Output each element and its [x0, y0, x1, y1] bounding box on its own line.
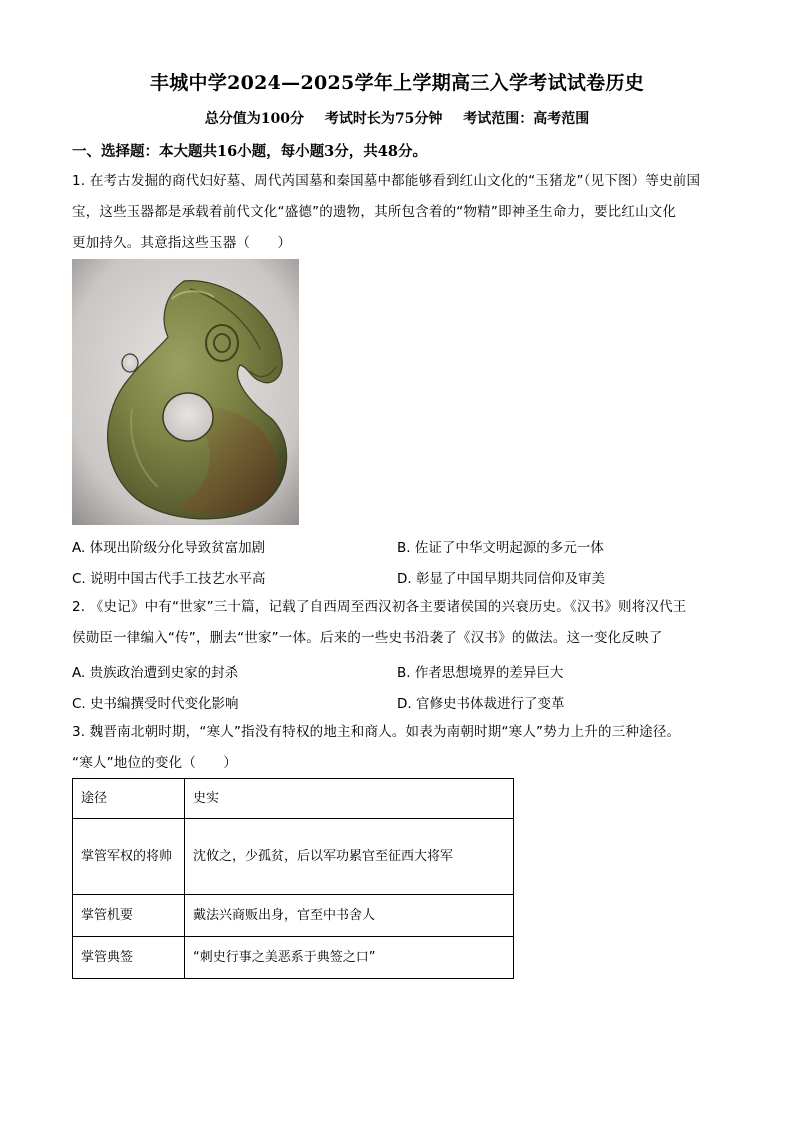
table-cell: “刺史行事之美恶系于典签之口”	[185, 937, 514, 979]
question-2-stem	[72, 592, 726, 654]
exam-title: 丰城中学2024—2025学年上学期高三入学考试试卷历史	[149, 72, 645, 94]
question-3-stem	[72, 717, 726, 779]
table-header-cell: 史实	[185, 779, 514, 819]
question-2-option-c[interactable]: C. 史书编撰受时代变化影响	[72, 696, 239, 712]
table-row	[73, 895, 514, 937]
jade-pig-dragon-image	[72, 259, 299, 525]
table-header-row	[73, 779, 514, 819]
table-row	[73, 937, 514, 979]
question-1-option-d[interactable]: D. 彰显了中国早期共同信仰及审美	[397, 571, 605, 587]
question-1-line: 宝，这些玉器都是承载着前代文化“盛德”的遗物，其所包含着的“物精”即神圣生命力，要比红山文化	[72, 204, 677, 220]
table-cell: 掌管典签	[73, 937, 185, 979]
table-cell: 掌管机要	[73, 895, 185, 937]
question-2-line: 2. 《史记》中有“世家”三十篇，记载了自西周至西汉初各主要诸侯国的兴衰历史。《汉书》则将汉代王	[72, 599, 687, 615]
table-header-cell: 途径	[73, 779, 185, 819]
total-score: 总分值为100分	[204, 111, 304, 127]
question-1-line: 1. 在考古发掘的商代妇好墓、周代芮国墓和秦国墓中都能够看到红山文化的“玉猪龙”（见下图）等史前国	[72, 173, 701, 189]
question-1-line: 更加持久。其意指这些玉器（ ）	[72, 235, 292, 251]
section-heading: 一、选择题：本大题共16小题，每小题3分，共48分。	[72, 143, 427, 160]
question-3-line: 3. 魏晋南北朝时期，“寒人”指没有特权的地主和商人。如表为南朝时期“寒人”势力上升的三种途径。	[72, 724, 681, 740]
question-3-table	[72, 778, 514, 979]
table-cell: 戴法兴商贩出身，官至中书舍人	[185, 895, 514, 937]
question-1-stem	[72, 166, 726, 259]
exam-scope: 考试范围：高考范围	[463, 111, 590, 127]
question-2-option-d[interactable]: D. 官修史书体裁进行了变革	[397, 696, 565, 712]
question-1-option-a[interactable]: A. 体现出阶级分化导致贫富加剧	[72, 540, 266, 556]
exam-info	[0, 108, 794, 128]
table-row	[73, 819, 514, 895]
question-1-option-b[interactable]: B. 佐证了中华文明起源的多元一体	[397, 540, 604, 556]
table-cell: 掌管军权的将帅	[73, 819, 185, 895]
table-cell: 沈攸之，少孤贫，后以军功累官至征西大将军	[185, 819, 514, 895]
question-3-line: “寒人”地位的变化（ ）	[72, 755, 238, 771]
question-2-option-b[interactable]: B. 作者思想境界的差异巨大	[397, 665, 564, 681]
question-2-line: 侯勋臣一律编入“传”，删去“世家”一体。后来的一些史书沿袭了《汉书》的做法。这一变化反映了	[72, 630, 663, 646]
question-2-option-a[interactable]: A. 贵族政治遭到史家的封杀	[72, 665, 239, 681]
question-1-option-c[interactable]: C. 说明中国古代手工技艺水平高	[72, 571, 266, 587]
exam-duration: 考试时长为75分钟	[324, 111, 443, 127]
